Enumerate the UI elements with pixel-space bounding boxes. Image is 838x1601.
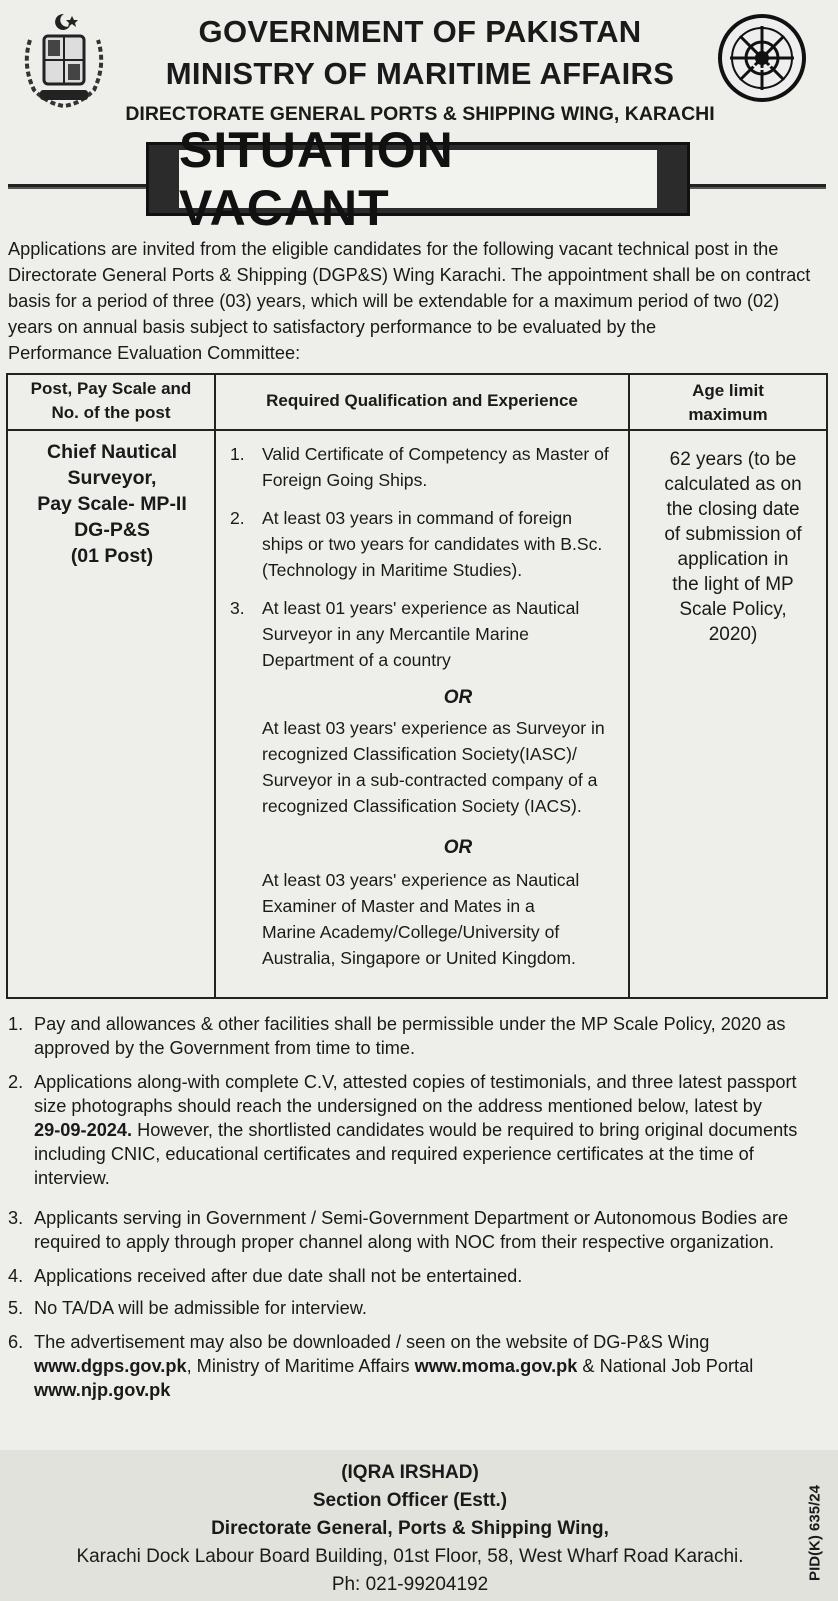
situation-vacant-banner bbox=[146, 122, 690, 236]
closing-date: 29-09-2024. bbox=[34, 1120, 133, 1140]
banner-rule-right bbox=[690, 184, 826, 189]
header-post-line: Post, Pay Scale and bbox=[30, 379, 192, 398]
ports-shipping-seal-icon bbox=[716, 12, 808, 104]
intro-paragraph bbox=[8, 236, 830, 366]
requirement-line: ships or two years for candidates with B.Sc. bbox=[262, 534, 603, 554]
note-line: including CNIC, educational certificates and required experience certificates at the time of bbox=[34, 1144, 754, 1164]
or-separator: OR bbox=[443, 687, 473, 708]
note-number: 4. bbox=[8, 1266, 24, 1286]
header-directorate: DIRECTORATE GENERAL PORTS & SHIPPING WING, KARACHI bbox=[125, 103, 715, 125]
or-separator: OR bbox=[443, 837, 473, 858]
requirement-item bbox=[230, 595, 632, 673]
signatory-name: (IQRA IRSHAD) bbox=[341, 1462, 479, 1483]
banner-title: SITUATION VACANT bbox=[179, 150, 657, 208]
note-line: size photographs should reach the undersigned on the address mentioned below, latest by bbox=[34, 1096, 762, 1116]
note-text: & National Job Portal bbox=[577, 1356, 754, 1376]
post-line: Pay Scale- MP-II bbox=[37, 493, 187, 515]
table-header-rule bbox=[8, 429, 826, 431]
age-line: application in bbox=[677, 549, 789, 570]
note-item bbox=[8, 1264, 830, 1288]
requirement-line: Marine Academy/College/University of bbox=[262, 922, 560, 942]
pid-reference bbox=[804, 1470, 826, 1596]
note-item bbox=[8, 1012, 830, 1060]
requirement-line: Foreign Going Ships. bbox=[262, 470, 428, 490]
age-line: 62 years (to be bbox=[669, 449, 797, 470]
note-item bbox=[8, 1206, 830, 1254]
requirement-line: At least 03 years' experience as Nautical bbox=[262, 870, 580, 890]
requirement-line: Department of a country bbox=[262, 650, 451, 670]
note-line: interview. bbox=[34, 1168, 110, 1188]
njp-website-link[interactable]: www.njp.gov.pk bbox=[34, 1380, 171, 1400]
note-text: , Ministry of Maritime Affairs bbox=[186, 1356, 415, 1376]
signatory-address: Karachi Dock Labour Board Building, 01st Floor, 58, West Wharf Road Karachi. bbox=[76, 1546, 744, 1567]
note-line bbox=[34, 1118, 830, 1142]
requirement-line: At least 03 years' experience as Surveyor in bbox=[262, 718, 605, 738]
note-text: However, the shortlisted candidates would be required to bring original documents bbox=[132, 1120, 798, 1140]
requirement-line: recognized Classification Society(IASC)/ bbox=[262, 744, 577, 764]
alternative-requirement bbox=[230, 715, 632, 819]
moma-website-link[interactable]: www.moma.gov.pk bbox=[414, 1356, 578, 1376]
requirement-line: Examiner of Master and Mates in a bbox=[262, 896, 535, 916]
pid-text: PID(K) 635/24 bbox=[806, 1485, 824, 1581]
dgps-website-link[interactable]: www.dgps.gov.pk bbox=[34, 1356, 187, 1376]
post-line: DG-P&S bbox=[74, 519, 150, 541]
signatory-phone: Ph: 021-99204192 bbox=[331, 1574, 489, 1595]
requirement-line: Surveyor in any Mercantile Marine bbox=[262, 624, 529, 644]
post-line: Chief Nautical bbox=[46, 441, 178, 463]
alternative-requirement bbox=[230, 867, 632, 971]
age-line: calculated as on bbox=[664, 474, 802, 495]
age-line: Scale Policy, bbox=[679, 599, 787, 620]
intro-line: Applications are invited from the eligible candidates for the following vacant technical post in the bbox=[8, 239, 779, 259]
age-line: 2020) bbox=[708, 624, 758, 645]
government-crest-icon bbox=[18, 10, 110, 110]
intro-line: years on annual basis subject to satisfactory performance to be evaluated by the bbox=[8, 317, 657, 337]
note-number: 1. bbox=[8, 1014, 24, 1034]
note-number: 5. bbox=[8, 1298, 24, 1318]
header-qualification: Required Qualification and Experience bbox=[266, 391, 578, 410]
intro-line: basis for a period of three (03) years, which will be extendable for a maximum period of two (02) bbox=[8, 291, 780, 311]
intro-line: Performance Evaluation Committee: bbox=[8, 343, 301, 363]
signatory-designation: Section Officer (Estt.) bbox=[312, 1490, 508, 1511]
requirement-number: 1. bbox=[230, 444, 245, 464]
post-line: (01 Post) bbox=[70, 545, 154, 567]
requirement-line: Valid Certificate of Competency as Master of bbox=[262, 444, 609, 464]
note-number: 6. bbox=[8, 1332, 24, 1352]
post-title bbox=[12, 439, 212, 569]
note-line: required to apply through proper channel along with NOC from their respective organization. bbox=[34, 1232, 775, 1252]
note-item bbox=[8, 1296, 830, 1320]
header-government: GOVERNMENT OF PAKISTAN bbox=[198, 14, 642, 49]
requirement-item bbox=[230, 441, 632, 493]
note-line: Applications along-with complete C.V, attested copies of testimonials, and three latest passport bbox=[34, 1072, 797, 1092]
vacancy-table bbox=[6, 373, 828, 999]
note-line: Pay and allowances & other facilities shall be permissible under the MP Scale Policy, 2020 as bbox=[34, 1014, 786, 1034]
table-divider bbox=[214, 375, 216, 997]
note-line bbox=[34, 1354, 830, 1378]
note-item bbox=[8, 1070, 830, 1190]
header-age-line: maximum bbox=[688, 405, 768, 424]
note-line: No TA/DA will be admissible for interview. bbox=[34, 1298, 367, 1318]
age-line: the closing date bbox=[666, 499, 800, 520]
requirement-line: recognized Classification Society (IACS). bbox=[262, 796, 582, 816]
requirement-line: (Technology in Maritime Studies). bbox=[262, 560, 523, 580]
age-line: the light of MP bbox=[672, 574, 794, 595]
note-line: approved by the Government from time to time. bbox=[34, 1038, 416, 1058]
requirement-line: Australia, Singapore or United Kingdom. bbox=[262, 948, 576, 968]
note-line: Applicants serving in Government / Semi-Government Department or Autonomous Bodies are bbox=[34, 1208, 789, 1228]
requirement-line: At least 03 years in command of foreign bbox=[262, 508, 573, 528]
note-number: 3. bbox=[8, 1208, 24, 1228]
note-item bbox=[8, 1330, 830, 1402]
header-age bbox=[630, 379, 826, 427]
banner-rule-left bbox=[8, 184, 146, 189]
requirement-line: At least 01 years' experience as Nautical bbox=[262, 598, 580, 618]
requirement-number: 2. bbox=[230, 508, 245, 528]
note-number: 2. bbox=[8, 1072, 24, 1092]
header-ministry: MINISTRY OF MARITIME AFFAIRS bbox=[165, 56, 675, 91]
header-post bbox=[8, 377, 214, 425]
age-line: of submission of bbox=[664, 524, 802, 545]
post-line: Surveyor, bbox=[67, 467, 157, 489]
requirement-line: Surveyor in a sub-contracted company of a bbox=[262, 770, 598, 790]
header-age-line: Age limit bbox=[692, 381, 764, 400]
note-line: Applications received after due date shall not be entertained. bbox=[34, 1266, 523, 1286]
intro-line: Directorate General Ports & Shipping (DGP&S) Wing Karachi. The appointment shall be on contract bbox=[8, 265, 811, 285]
note-line: The advertisement may also be downloaded / seen on the website of DG-P&S Wing bbox=[34, 1332, 710, 1352]
requirement-item bbox=[230, 505, 632, 583]
signatory-office: Directorate General, Ports & Shipping Wing, bbox=[211, 1518, 609, 1539]
header-post-line: No. of the post bbox=[51, 403, 171, 422]
age-limit bbox=[644, 447, 822, 647]
requirement-number: 3. bbox=[230, 598, 245, 618]
